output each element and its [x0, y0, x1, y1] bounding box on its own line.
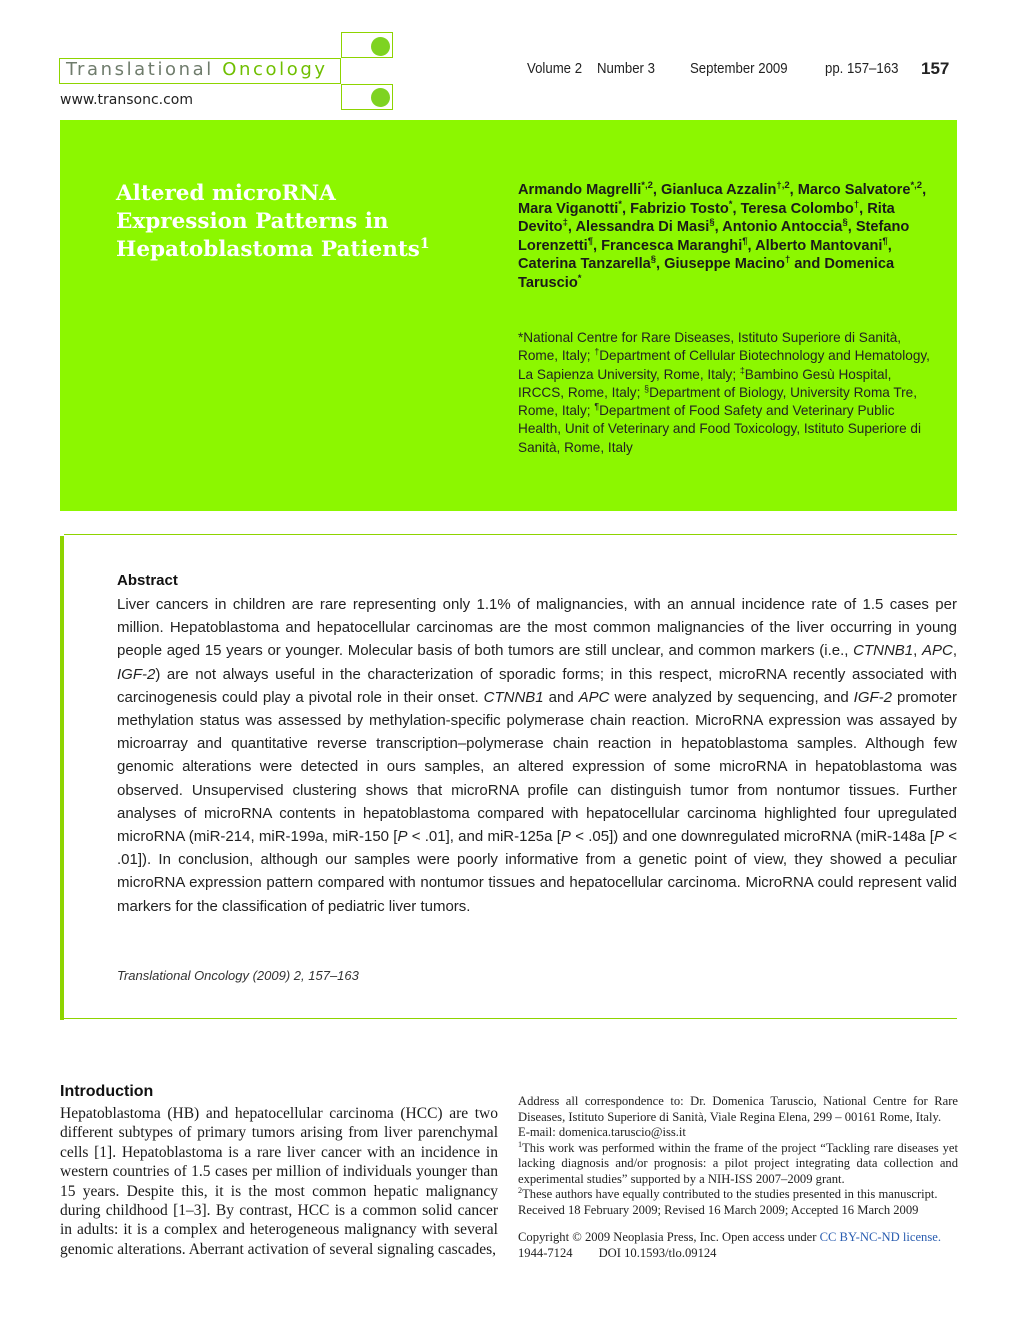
abstract-italic-term: P	[933, 828, 944, 846]
abstract-text: Liver cancers in children are rare representing only 1.1% of malignancies, with an annual incidence rate of 1.5 cases per million. Hepatoblastoma and hepatocellular carcinomas are the most common malignancies of the liver occurring in young people aged 15 years or younger. Molecular basis of both tumors are still unclear, and common markers (i.e.,	[117, 596, 957, 660]
issn: 1944-7124	[518, 1245, 573, 1260]
author-separator: ,	[593, 237, 602, 254]
abstract-citation: Translational Oncology (2009) 2, 157–163	[117, 968, 359, 983]
author-affiliation-mark: †	[853, 198, 860, 210]
affiliation-mark: †	[594, 346, 600, 357]
abstract-italic-term: APC	[921, 642, 953, 660]
abstract-italic-term: APC	[578, 688, 610, 706]
author-list	[518, 181, 938, 292]
license-link[interactable]: CC BY-NC-ND license.	[819, 1230, 941, 1244]
author-name: Giuseppe Macino	[664, 256, 785, 272]
footnote-2	[518, 1187, 958, 1203]
author-separator: ,	[887, 237, 892, 254]
author-separator: ,	[789, 182, 798, 198]
affiliation-mark: *	[518, 330, 524, 345]
copyright-block	[518, 1230, 941, 1261]
introduction-heading: Introduction	[60, 1083, 154, 1100]
abstract-text: ) are not always useful in the characterization of sporadic forms; in this respect, microRNA recently associated with carcinogenesis could play a pivotal role in their onset.	[117, 665, 957, 706]
author-name: Fabrizio Tosto	[630, 200, 729, 217]
author-affiliation-mark: ¶	[742, 235, 748, 247]
author-name: Mara Viganotti	[518, 200, 619, 217]
author-affiliation-mark: ‡	[562, 217, 568, 229]
author-affiliation-mark: *	[618, 198, 622, 210]
abstract-italic-term: CTNNB1	[853, 642, 914, 660]
copyright-text: Copyright © 2009 Neoplasia Press, Inc. Open access under	[518, 1230, 820, 1244]
author-name: Domenica Taruscio	[518, 256, 895, 291]
issn-doi-line	[518, 1246, 941, 1262]
logo-dot-top-icon	[371, 37, 390, 56]
correspondence-email[interactable]: E-mail: domenica.taruscio@iss.it	[518, 1125, 686, 1139]
abstract-bottom-rule	[64, 1018, 957, 1019]
abstract-text: promoter methylation status was assessed by methylation-specific polymerase chain reaction. MicroRNA expression was assayed by microarray and quantitative reverse transcription–polymerase chain reaction in hepatoblastoma samples. Although few genomic alterations were detected in ours samples, an altered expression of some microRNA in hepatoblastoma was observed. Unsupervised clustering shows that microRNA profile can distinguish tumor from nontumor tissues. Further analyses of microRNA contents in hepatoblastoma compared with hepatocellular carcinoma highlighted four upregulated microRNA (miR-214, miR-199a, miR-150 [	[117, 688, 957, 846]
author-name: Caterina Tanzarella	[518, 256, 651, 272]
author-separator: ,	[747, 237, 756, 254]
author-separator: ,	[567, 219, 576, 235]
page-range: pp. 157–163	[825, 60, 899, 77]
author-name: Armando Magrelli	[518, 182, 642, 198]
author-name: Rita Devito	[518, 200, 895, 235]
author-separator: and	[790, 256, 825, 272]
footnote-2-text: These authors have equally contributed to the studies presented in this manuscript.	[522, 1187, 938, 1201]
doi[interactable]: DOI 10.1593/tlo.09124	[598, 1245, 717, 1260]
abstract-text: < .01], and miR-125a [	[407, 828, 561, 846]
affiliation-text: Department of Food Safety and Veterinary Public Health, Unit of Veterinary and Food Toxicology, Istituto Superiore di Sanità, Rome, Italy	[518, 403, 921, 455]
author-name: Alessandra Di Masi	[575, 219, 710, 235]
author-name: Antonio Antoccia	[722, 219, 843, 235]
author-affiliation-mark: ¶	[882, 235, 888, 247]
author-name: Gianluca Azzalin	[660, 182, 777, 198]
author-affiliation-mark: §	[650, 254, 657, 266]
author-affiliation-mark: *,2	[910, 180, 923, 192]
abstract-text: and	[543, 688, 579, 706]
abstract-text: ,	[952, 642, 957, 660]
abstract-text: < .05]) and one downregulated microRNA (miR-148a [	[570, 828, 934, 846]
issue-date: September 2009	[690, 60, 788, 77]
author-separator: ,	[922, 182, 927, 198]
author-affiliation-mark: *,2	[641, 180, 653, 192]
author-separator: ,	[656, 256, 665, 272]
page-number: 157	[921, 59, 950, 78]
abstract-italic-term: CTNNB1	[483, 688, 544, 706]
received-dates: Received 18 February 2009; Revised 16 March 2009; Accepted 16 March 2009	[518, 1202, 919, 1217]
author-name: Stefano Lorenzetti	[518, 219, 910, 254]
author-affiliation-mark: †,2	[776, 180, 790, 192]
affiliation-mark: §	[644, 383, 650, 394]
abstract-italic-term: IGF-2	[117, 665, 156, 683]
author-affiliation-mark: §	[709, 217, 715, 229]
journal-url[interactable]: www.transonc.com	[60, 92, 193, 108]
copyright-line	[518, 1230, 941, 1246]
footnote-1-mark: 1	[518, 1139, 523, 1149]
author-separator: ,	[652, 182, 661, 198]
abstract-side-bar	[60, 536, 64, 1020]
author-name: Alberto Mantovani	[755, 237, 883, 254]
abstract-body	[117, 593, 957, 918]
journal-name-part1: Translational	[66, 59, 223, 80]
abstract-heading: Abstract	[117, 572, 178, 589]
author-separator: ,	[622, 200, 631, 217]
issue-number: Number 3	[597, 60, 655, 77]
article-title-text: Altered microRNA Expression Patterns in Hepatoblastoma Patients	[116, 181, 420, 262]
author-separator: ,	[859, 200, 868, 217]
author-affiliation-mark: *	[728, 198, 733, 210]
abstract-text: < .01]). In conclusion, although our samples were poorly informative from a genetic point of view, they showed a peculiar microRNA expression pattern compared with nontumor tissues and hepatocellular carcinoma. MicroRNA could represent valid markers for the classification of pediatric liver tumors.	[117, 828, 957, 915]
footnote-1-text: This work was performed within the frame of the project “Tackling rare diseases yet lacking diagnosis and/or prognosis: a pilot project integrating data collection and experimental studies” supported by a NIH-ISS 2007–2009 grant.	[518, 1140, 958, 1186]
affiliation-mark: ¶	[594, 401, 600, 412]
volume: Volume 2	[527, 60, 583, 77]
author-affiliation-mark: *	[577, 272, 582, 284]
author-separator: ,	[847, 219, 856, 235]
author-separator: ,	[714, 219, 723, 235]
author-name: Marco Salvatore	[797, 182, 911, 198]
logo-dot-bottom-icon	[371, 88, 390, 107]
affiliations	[518, 329, 938, 457]
author-affiliation-mark: ¶	[587, 235, 594, 247]
introduction-body: Hepatoblastoma (HB) and hepatocellular carcinoma (HCC) are two different subtypes of primary tumors arising from liver parenchymal cells [1]. Hepatoblastoma is a rare liver cancer with an incidence in western countries of 1.5 cases per million of individuals younger than 15 years. Despite this, it is the most common hepatic malignancy during childhood [1–3]. By contrast, HCC is a common solid cancer in adults: it is a complex and heterogeneous malignancy with several genomic alterations. Aberrant activation of several signaling cascades,	[60, 1105, 498, 1258]
author-name: Teresa Colombo	[740, 200, 854, 217]
affiliation-mark: ‡	[739, 365, 745, 376]
footnote-1	[518, 1141, 958, 1188]
title-footnote-mark[interactable]: 1	[419, 235, 430, 252]
journal-name-part2: Oncology	[222, 59, 328, 80]
author-affiliation-mark: §	[842, 217, 848, 229]
affiliation-text: Bambino Gesù Hospital, IRCCS, Rome, Italy;	[518, 366, 892, 400]
abstract-italic-term: P	[560, 828, 571, 846]
correspondence-address: Address all correspondence to: Dr. Domenica Taruscio, National Centre for Rare Diseases, Istituto Superiore di Sanità, Viale Regina Elena, 299 – 00161 Rome, Italy.	[518, 1094, 958, 1124]
abstract-text: ,	[913, 642, 922, 660]
footnote-2-mark: 2	[518, 1185, 523, 1195]
affiliation-text: National Centre for Rare Diseases, Istituto Superiore di Sanità, Rome, Italy;	[518, 330, 902, 364]
journal-logo	[66, 59, 328, 80]
abstract-italic-term: IGF-2	[853, 688, 892, 706]
abstract-text: were analyzed by sequencing, and	[609, 688, 854, 706]
affiliation-text: Department of Cellular Biotechnology and Hematology, La Sapienza University, Rome, Italy;	[518, 348, 930, 382]
abstract-top-rule	[64, 534, 957, 535]
author-affiliation-mark: †	[784, 254, 791, 266]
footnotes	[518, 1094, 958, 1218]
affiliation-text: Department of Biology, University Roma Tre, Rome, Italy;	[518, 384, 918, 419]
author-separator: ,	[732, 200, 741, 217]
abstract-italic-term: P	[397, 828, 408, 846]
article-title	[116, 180, 456, 264]
author-name: Francesca Maranghi	[601, 237, 743, 254]
